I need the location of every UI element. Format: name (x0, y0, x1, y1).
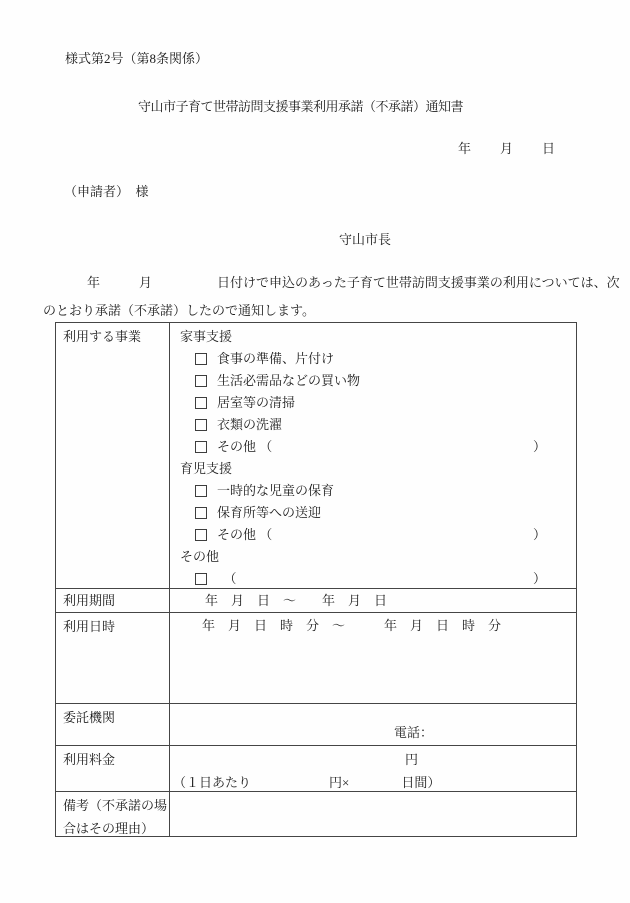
addressee-line: （申請者） 様 (64, 184, 149, 199)
organization-cell (170, 704, 576, 745)
checkbox-icon[interactable] (195, 529, 207, 541)
row-label: 利用する事業 (56, 323, 170, 588)
row-label: 利用日時 (56, 613, 170, 703)
service-item (170, 370, 576, 392)
checkbox-icon[interactable] (195, 419, 207, 431)
notice-table (55, 322, 577, 837)
row-label: 利用期間 (56, 589, 170, 612)
services-cell (170, 323, 576, 588)
table-row-remarks (56, 791, 576, 836)
service-item (170, 480, 576, 502)
fee-per-day-line: （１日あたり 円× 日間） (173, 775, 441, 790)
service-item-other (170, 524, 576, 546)
body-line-2: のとおり承諾（不承諾）したので通知します。 (43, 303, 315, 318)
table-row-fee (56, 745, 576, 791)
sender-line: 守山市長 (339, 232, 392, 247)
close-paren: ） (532, 527, 546, 542)
period-cell: 年 月 日 ～ 年 月 日 (205, 593, 388, 608)
section-heading-childcare: 育児支援 (180, 461, 233, 476)
table-row-services (56, 323, 576, 588)
table-row-datetime (56, 612, 576, 703)
service-item (170, 392, 576, 414)
form-number: 様式第2号（第8条関係） (65, 51, 209, 66)
table-row-organization (56, 703, 576, 745)
checkbox-label: その他 （ (217, 439, 273, 454)
checkbox-label: その他 （ (217, 527, 273, 542)
section-heading-other: その他 (180, 549, 220, 564)
checkbox-icon[interactable] (195, 441, 207, 453)
checkbox-icon[interactable] (195, 485, 207, 497)
datetime-cell: 年 月 日 時 分 ～ 年 月 日 時 分 (202, 618, 502, 633)
checkbox-icon[interactable] (195, 375, 207, 387)
checkbox-label: 食事の準備、片付け (217, 351, 335, 366)
service-item-other (170, 436, 576, 458)
close-paren: ） (532, 439, 546, 454)
date-line: 年 月 日 (458, 141, 557, 156)
service-item (170, 348, 576, 370)
checkbox-label: （ (217, 571, 237, 586)
checkbox-icon[interactable] (195, 573, 207, 585)
service-item (170, 414, 576, 436)
checkbox-icon[interactable] (195, 397, 207, 409)
service-item-other (170, 568, 576, 588)
checkbox-label: 衣類の洗濯 (217, 417, 283, 432)
checkbox-label: 生活必需品などの買い物 (217, 373, 361, 388)
phone-label: 電話： (394, 725, 434, 740)
fee-amount-line: 円 (405, 752, 419, 767)
remarks-cell (170, 792, 576, 836)
row-label: 利用料金 (56, 746, 170, 791)
row-label: 委託機関 (56, 704, 170, 745)
page-title: 守山市子育て世帯訪問支援事業利用承諾（不承諾）通知書 (138, 99, 464, 114)
section-heading-housework: 家事支援 (180, 329, 233, 344)
fee-cell (170, 746, 576, 791)
checkbox-label: 保育所等への送迎 (217, 505, 322, 520)
close-paren: ） (532, 571, 546, 586)
table-row-period (56, 588, 576, 612)
checkbox-label: 一時的な児童の保育 (217, 483, 335, 498)
checkbox-icon[interactable] (195, 507, 207, 519)
checkbox-icon[interactable] (195, 353, 207, 365)
body-line-1: 年 月 日付けで申込のあった子育て世帯訪問支援事業の利用については、次 (87, 275, 620, 290)
checkbox-label: 居室等の清掃 (217, 395, 296, 410)
row-label: 備考（不承諾の場合はその理由） (56, 792, 170, 836)
service-item (170, 502, 576, 524)
